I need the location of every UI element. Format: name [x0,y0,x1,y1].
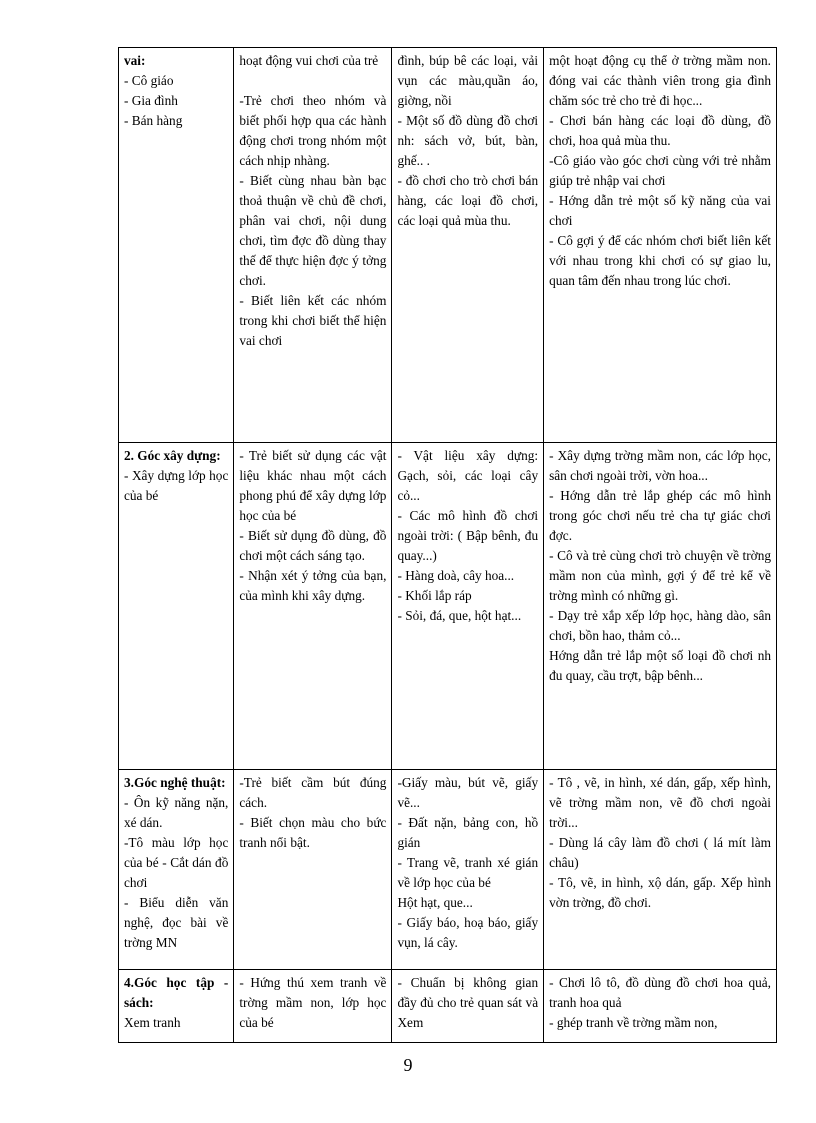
cell-line: - Biểu diễn văn nghệ, đọc bài về trờng MN [124,895,229,950]
cell-line: - Một số đồ dùng đồ chơi nh: sách vở, bút, bàn, ghế.. . [397,113,539,168]
cell-line: - Tô, vẽ, in hình, xộ dán, gấp. Xếp hình vờn trờng, đồ chơi. [549,875,771,910]
cell-line: - Dạy trẻ xắp xếp lớp học, hàng dào, sân chơi, bồn hao, thảm cỏ... [549,608,771,643]
table-body [119,48,777,1043]
cell-line: - đồ chơi cho trò chơi bán hàng, các loại đồ chơi, các loại quả mùa thu. [397,173,539,228]
corner-title: vai: [124,53,146,68]
cell-line: Xem tranh [124,1015,181,1030]
cell-line: - Bán hàng [124,113,183,128]
table-cell-col2 [234,770,392,970]
cell-line: -Trẻ chơi theo nhóm và biết phối hợp qua các hành động chơi trong nhóm một cách nhịp nhàng. [239,93,387,168]
cell-line: - Nhận xét ý tởng của bạn, của mình khi xây dựng. [239,568,387,603]
cell-line: - Xây dựng lớp học của bé [124,468,229,503]
table-cell-col1 [119,770,234,970]
cell-line: một hoạt động cụ thể ở trờng mầm non. đóng vai các thành viên trong gia đình chăm sóc trẻ cho trẻ đi học... [549,53,771,108]
cell-line: Hớng dẫn trẻ lắp một số loại đồ chơi nh đu quay, cầu trợt, bập bênh... [549,648,771,683]
cell-line: - Biết liên kết các nhóm trong khi chơi biết thể hiện vai chơi [239,293,387,348]
cell-line: - Khối lắp ráp [397,588,472,603]
table-row [119,770,777,970]
cell-line: - Ôn kỹ năng nặn, xé dán. [124,795,229,830]
cell-line: - Chơi lô tô, đồ dùng đồ chơi hoa quả, tranh hoa quả [549,975,771,1010]
corner-title: 4.Góc học tập - sách: [124,975,229,1010]
table-row [119,48,777,443]
cell-line: -Trẻ biết cầm bút đúng cách. [239,775,387,810]
table-cell-col2 [234,48,392,443]
cell-line: - Trẻ biết sử dụng các vật liệu khác nhau một cách phong phú để xây dựng lớp học của bé [239,448,387,523]
cell-line: - Trang vẽ, tranh xé gián về lớp học của bé [397,855,539,890]
table-cell-col2 [234,443,392,770]
cell-line: - Xây dựng trờng mầm non, các lớp học, sân chơi ngoài trời, vờn hoa... [549,448,771,483]
table-cell-col3 [392,770,544,970]
cell-line: -Giấy màu, bút vẽ, giấy vẽ... [397,775,539,810]
page-number: 9 [403,1055,413,1075]
cell-line: - Dùng lá cây làm đồ chơi ( lá mít làm châu) [549,835,771,870]
table-cell-col2 [234,970,392,1043]
cell-line: - Giấy báo, hoạ báo, giấy vụn, lá cây. [397,915,539,950]
table-cell-col1 [119,48,234,443]
cell-line: - Cô và trẻ cùng chơi trò chuyện về trờng mầm non của mình, gợi ý để trẻ kể về trờng mình có những gì. [549,548,771,603]
cell-line: - Tô , vẽ, in hình, xé dán, gấp, xếp hình, vẽ trờng mầm non, vẽ đồ chơi ngoài trời... [549,775,771,830]
table-row [119,443,777,770]
cell-line: -Tô màu lớp học của bé - Cắt dán đồ chơi [124,835,229,890]
cell-line: hoạt động vui chơi của trẻ [239,53,379,68]
cell-line: - Hàng doà, cây hoa... [397,568,515,583]
cell-line: - Hớng dẫn trẻ một số kỹ năng của vai chơi [549,193,771,228]
table-cell-col3 [392,443,544,770]
table-row [119,970,777,1043]
cell-line: - Cô giáo [124,73,174,88]
cell-line: - Hớng dẫn trẻ lắp ghép các mô hình trong góc chơi nếu trẻ cha tự giác chơi đợc. [549,488,771,543]
cell-line: - Vật liệu xây dựng: Gạch, sỏi, các loại cây cỏ... [397,448,539,503]
table-cell-col4 [544,770,777,970]
cell-line: - Gia đình [124,93,178,108]
table-cell-col3 [392,970,544,1043]
table-cell-col4 [544,970,777,1043]
cell-line: - Đất nặn, bảng con, hồ gián [397,815,539,850]
cell-line: - Các mô hình đồ chơi ngoài trời: ( Bập bênh, đu quay...) [397,508,539,563]
cell-line: - Chơi bán hàng các loại đồ dùng, đồ chơi, hoa quả mùa thu. [549,113,771,148]
corner-title: 2. Góc xây dựng: [124,448,221,463]
table-cell-col4 [544,48,777,443]
cell-line: -Cô giáo vào góc chơi cùng với trẻ nhằm giúp trẻ nhập vai chơi [549,153,771,188]
cell-line: - Biết sử dụng đồ dùng, đồ chơi một cách sáng tạo. [239,528,387,563]
cell-line: - ghép tranh về trờng mầm non, [549,1015,718,1030]
corner-title: 3.Góc nghệ thuật: [124,775,226,790]
table-cell-col1 [119,443,234,770]
cell-line: - Biết cùng nhau bàn bạc thoả thuận về chủ đề chơi, phân vai chơi, nội dung chơi, tìm đợc đồ dùng thay thế để thực hiện đợc ý tởng chơi. [239,173,387,288]
activity-plan-table [118,47,777,1043]
cell-line: - Sỏi, đá, que, hột hạt... [397,608,522,623]
cell-line: - Cô gợi ý để các nhóm chơi biết liên kết với nhau trong khi chơi có sự giao lu, quan tâm đến nhau trong lúc chơi. [549,233,771,288]
table-cell-col3 [392,48,544,443]
table-cell-col1 [119,970,234,1043]
cell-line: - Biết chọn màu cho bức tranh nổi bật. [239,815,387,850]
cell-line: đình, búp bê các loại, vải vụn các màu,quần áo, giờng, nồi [397,53,539,108]
cell-line [239,71,386,91]
cell-line: - Hứng thú xem tranh về trờng mầm non, lớp học của bé [239,975,387,1030]
cell-line: - Chuẩn bị không gian đầy đủ cho trẻ quan sát và Xem [397,975,539,1030]
cell-line: Hột hạt, que... [397,895,473,910]
table-cell-col4 [544,443,777,770]
